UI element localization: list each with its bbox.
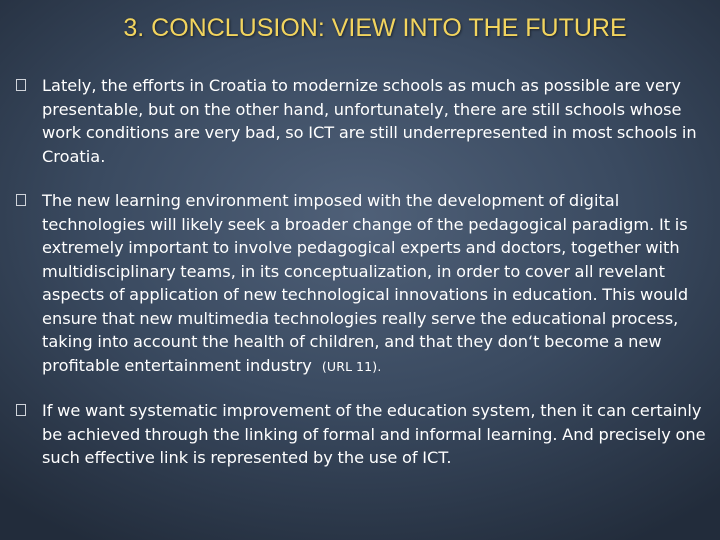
citation: (URL 11).	[321, 358, 382, 374]
square-bullet-icon	[16, 194, 26, 206]
bullet-item	[16, 189, 716, 378]
square-bullet-icon	[16, 79, 26, 91]
bullet-text: The new learning environment imposed with the development of digital technologies will likely seek a broader change of the pedagogical paradigm. It is extremely important to involve pedagogical experts and doctors, together with multidisciplinary teams, in its conceptualization, in order to cover all revelant aspects of application of new technological innovations in education. This would ensure that new multimedia technologies really serve the educational process, taking into account the health of children, and that they don‘t become a new profitable entertainment industry	[42, 191, 689, 375]
bullet-item	[16, 74, 716, 168]
square-bullet-icon	[16, 404, 26, 416]
bullet-text: If we want systematic improvement of the education system, then it can certainly be achieved through the linking of formal and informal learning. And precisely one such effective link is represented by the use of ICT.	[42, 401, 706, 467]
bullet-item	[16, 399, 716, 470]
bullet-list	[16, 74, 716, 470]
slide-title: 3. CONCLUSION: VIEW INTO THE FUTURE	[123, 14, 627, 42]
bullet-text: Lately, the efforts in Croatia to modernize schools as much as possible are very presentable, but on the other hand, unfortunately, there are still schools whose work conditions are very bad, so ICT are still underrepresented in most schools in Croatia.	[42, 76, 697, 166]
